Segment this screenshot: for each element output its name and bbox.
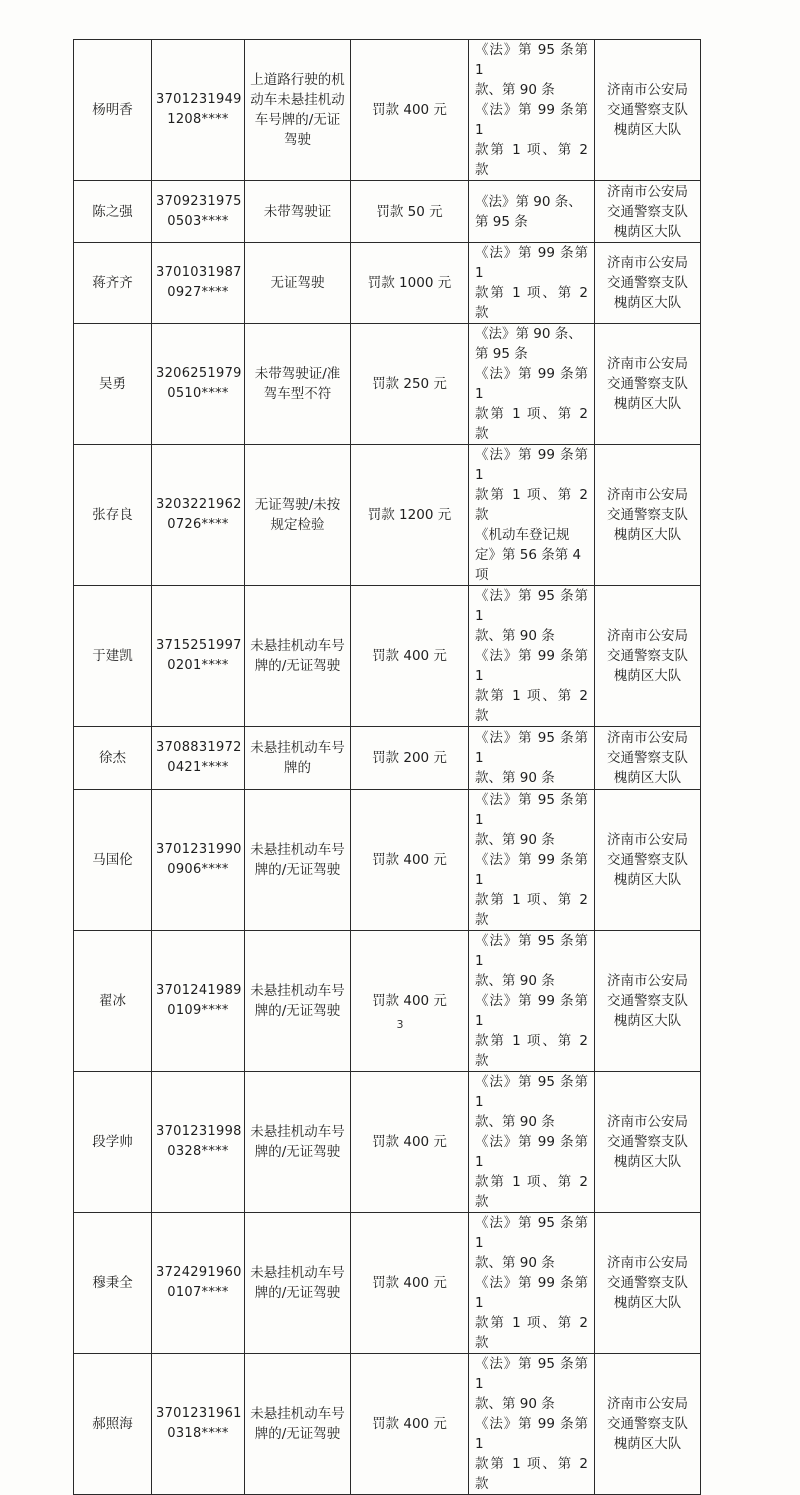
penalty-cell: 罚款 250 元 [351, 324, 469, 445]
id-cell: 3701231949 1208**** [152, 40, 245, 181]
name-cell: 于建凯 [74, 586, 152, 727]
authority-cell: 济南市公安局 交通警察支队 槐荫区大队 [595, 243, 701, 324]
penalty-cell: 罚款 1000 元 [351, 243, 469, 324]
table-row [74, 1354, 701, 1495]
table-row [74, 1072, 701, 1213]
id-cell: 3203221962 0726**** [152, 445, 245, 586]
violation-cell: 未带驾驶证 [245, 181, 351, 243]
id-cell: 3701231961 0318**** [152, 1354, 245, 1495]
id-cell: 3701231990 0906**** [152, 790, 245, 931]
penalty-cell: 罚款 200 元 [351, 727, 469, 790]
name-cell: 段学帅 [74, 1072, 152, 1213]
legal-basis-cell: 《法》第 95 条第 1 款、第 90 条 《法》第 99 条第 1 款第 1 项、第 2 款 [469, 586, 595, 727]
violation-cell: 未悬挂机动车号 牌的/无证驾驶 [245, 1354, 351, 1495]
penalty-cell: 罚款 400 元 [351, 790, 469, 931]
legal-basis-cell: 《法》第 99 条第 1 款第 1 项、第 2 款 [469, 243, 595, 324]
name-cell: 蒋齐齐 [74, 243, 152, 324]
page-number: 3 [396, 1018, 404, 1031]
legal-basis-cell: 《法》第 95 条第 1 款、第 90 条 《法》第 99 条第 1 款第 1 项、第 2 款 [469, 1213, 595, 1354]
name-cell: 郝照海 [74, 1354, 152, 1495]
legal-basis-cell: 《法》第 95 条第 1 款、第 90 条 《法》第 99 条第 1 款第 1 项、第 2 款 [469, 40, 595, 181]
legal-basis-cell: 《法》第 95 条第 1 款、第 90 条 《法》第 99 条第 1 款第 1 项、第 2 款 [469, 931, 595, 1072]
name-cell: 吴勇 [74, 324, 152, 445]
authority-cell: 济南市公安局 交通警察支队 槐荫区大队 [595, 181, 701, 243]
authority-cell: 济南市公安局 交通警察支队 槐荫区大队 [595, 445, 701, 586]
penalty-cell: 罚款 400 元 [351, 1072, 469, 1213]
penalty-cell: 罚款 1200 元 [351, 445, 469, 586]
authority-cell: 济南市公安局 交通警察支队 槐荫区大队 [595, 324, 701, 445]
legal-basis-cell: 《法》第 99 条第 1 款第 1 项、第 2 款 《机动车登记规 定》第 56 条第 4 项 [469, 445, 595, 586]
violation-cell: 未悬挂机动车号 牌的/无证驾驶 [245, 586, 351, 727]
table-row [74, 790, 701, 931]
name-cell: 徐杰 [74, 727, 152, 790]
penalty-cell: 罚款 400 元 [351, 586, 469, 727]
id-cell: 3701231998 0328**** [152, 1072, 245, 1213]
violation-cell: 未带驾驶证/准 驾车型不符 [245, 324, 351, 445]
legal-basis-cell: 《法》第 95 条第 1 款、第 90 条 《法》第 99 条第 1 款第 1 项、第 2 款 [469, 1354, 595, 1495]
violation-cell: 未悬挂机动车号 牌的/无证驾驶 [245, 931, 351, 1072]
id-cell: 3715251997 0201**** [152, 586, 245, 727]
name-cell: 张存良 [74, 445, 152, 586]
name-cell: 穆秉全 [74, 1213, 152, 1354]
penalty-table [73, 39, 701, 1495]
id-cell: 3724291960 0107**** [152, 1213, 245, 1354]
legal-basis-cell: 《法》第 95 条第 1 款、第 90 条 [469, 727, 595, 790]
table-row [74, 40, 701, 181]
name-cell: 马国伦 [74, 790, 152, 931]
table-row [74, 931, 701, 1072]
penalty-cell: 罚款 400 元 [351, 1213, 469, 1354]
penalty-cell: 罚款 400 元 [351, 931, 469, 1072]
id-cell: 3701031987 0927**** [152, 243, 245, 324]
authority-cell: 济南市公安局 交通警察支队 槐荫区大队 [595, 586, 701, 727]
table-row [74, 181, 701, 243]
penalty-cell: 罚款 400 元 [351, 40, 469, 181]
violation-cell: 上道路行驶的机 动车未悬挂机动 车号牌的/无证 驾驶 [245, 40, 351, 181]
violation-cell: 未悬挂机动车号 牌的/无证驾驶 [245, 1072, 351, 1213]
violation-cell: 未悬挂机动车号 牌的/无证驾驶 [245, 790, 351, 931]
authority-cell: 济南市公安局 交通警察支队 槐荫区大队 [595, 1072, 701, 1213]
name-cell: 陈之强 [74, 181, 152, 243]
table-row [74, 324, 701, 445]
penalty-cell: 罚款 400 元 [351, 1354, 469, 1495]
id-cell: 3701241989 0109**** [152, 931, 245, 1072]
table-row [74, 727, 701, 790]
table-row [74, 445, 701, 586]
legal-basis-cell: 《法》第 95 条第 1 款、第 90 条 《法》第 99 条第 1 款第 1 项、第 2 款 [469, 1072, 595, 1213]
violation-cell: 无证驾驶/未按 规定检验 [245, 445, 351, 586]
legal-basis-cell: 《法》第 90 条、 第 95 条 [469, 181, 595, 243]
id-cell: 3708831972 0421**** [152, 727, 245, 790]
violation-cell: 未悬挂机动车号 牌的/无证驾驶 [245, 1213, 351, 1354]
table-row [74, 243, 701, 324]
authority-cell: 济南市公安局 交通警察支队 槐荫区大队 [595, 1354, 701, 1495]
authority-cell: 济南市公安局 交通警察支队 槐荫区大队 [595, 790, 701, 931]
id-cell: 3709231975 0503**** [152, 181, 245, 243]
table-row [74, 586, 701, 727]
legal-basis-cell: 《法》第 90 条、 第 95 条 《法》第 99 条第 1 款第 1 项、第 2 款 [469, 324, 595, 445]
violation-cell: 未悬挂机动车号 牌的 [245, 727, 351, 790]
id-cell: 3206251979 0510**** [152, 324, 245, 445]
table-row [74, 1213, 701, 1354]
authority-cell: 济南市公安局 交通警察支队 槐荫区大队 [595, 931, 701, 1072]
penalty-cell: 罚款 50 元 [351, 181, 469, 243]
name-cell: 杨明香 [74, 40, 152, 181]
violation-cell: 无证驾驶 [245, 243, 351, 324]
authority-cell: 济南市公安局 交通警察支队 槐荫区大队 [595, 40, 701, 181]
legal-basis-cell: 《法》第 95 条第 1 款、第 90 条 《法》第 99 条第 1 款第 1 项、第 2 款 [469, 790, 595, 931]
name-cell: 翟冰 [74, 931, 152, 1072]
authority-cell: 济南市公安局 交通警察支队 槐荫区大队 [595, 727, 701, 790]
authority-cell: 济南市公安局 交通警察支队 槐荫区大队 [595, 1213, 701, 1354]
